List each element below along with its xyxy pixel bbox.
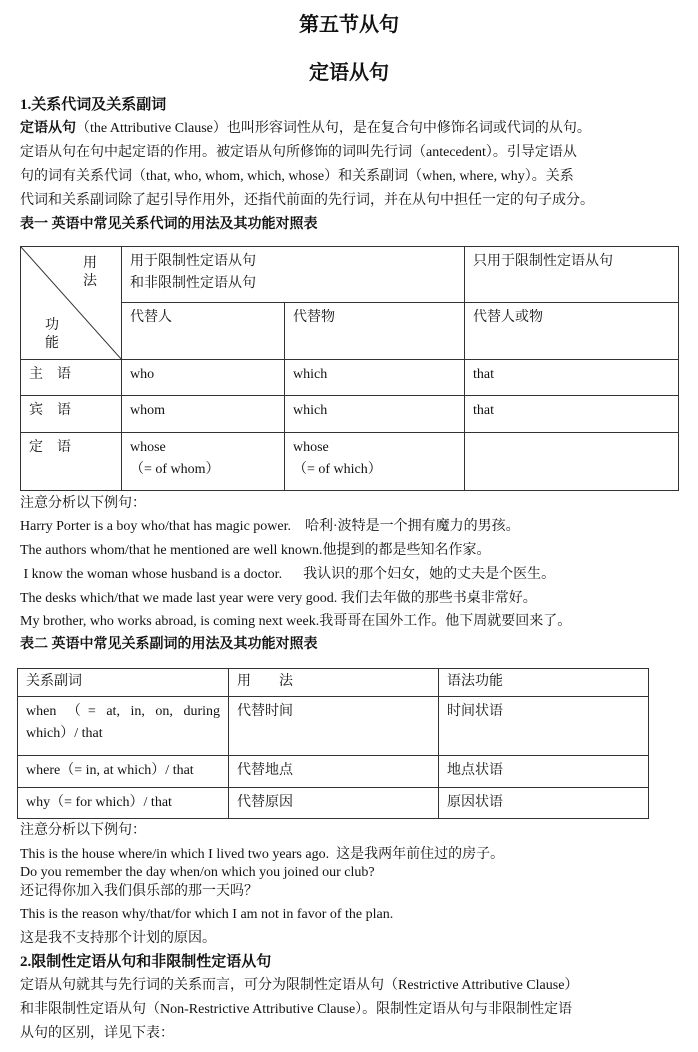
example-sentence: I know the woman whose husband is a doctor. 我认识的那个妇女，她的丈夫是个医生。 xyxy=(20,567,556,582)
subheader: 代替人 xyxy=(122,303,285,360)
paragraph-line: 定语从句就其与先行词的关系而言，可分为限制性定语从句（Restrictive Attributive Clause） xyxy=(20,978,579,993)
header-cell: 关系副词 xyxy=(18,669,229,697)
cell: which xyxy=(285,396,465,433)
cell: who xyxy=(122,360,285,396)
usage-label: 用 法 xyxy=(83,256,97,289)
cell: why（= for which）/ that xyxy=(18,788,229,819)
header-both-clauses: 用于限制性定语从句 和非限制性定语从句 xyxy=(122,247,465,303)
example-sentence: 还记得你加入我们俱乐部的那一天吗？ xyxy=(20,884,258,899)
example-sentence: Harry Porter is a boy who/that has magic power. 哈利·波特是一个拥有魔力的男孩。 xyxy=(20,519,520,534)
cell: 代替原因 xyxy=(229,788,439,819)
cell: 主 语 xyxy=(21,360,122,396)
term-bold: 定语从句 xyxy=(20,121,76,136)
example-sentence: This is the reason why/that/for which I am not in favor of the plan. xyxy=(20,907,394,922)
example-sentence: The desks which/that we made last year were very good. 我们去年做的那些书桌非常好。 xyxy=(20,591,537,606)
cell: 代替时间 xyxy=(229,697,439,756)
paragraph-line: 代词和关系副词除了起引导作用外，还指代前面的先行词，并在从句中担任一定的句子成分。 xyxy=(20,193,594,208)
paragraph-line xyxy=(20,120,591,138)
cell: whose （= of which） xyxy=(285,433,465,491)
cell: which xyxy=(285,360,465,396)
examples-label: 注意分析以下例句： xyxy=(20,823,146,838)
cell: 时间状语 xyxy=(439,697,649,756)
relative-adverb-table xyxy=(17,668,649,819)
example-sentence: Do you remember the day when/on which you joined our club? xyxy=(20,865,375,880)
section1-heading: 1.关系代词及关系副词 xyxy=(20,97,167,113)
page-subtitle: 定语从句 xyxy=(309,60,389,84)
cell: whom xyxy=(122,396,285,433)
cell: 宾 语 xyxy=(21,396,122,433)
table-row xyxy=(18,788,649,819)
table-row xyxy=(18,697,649,756)
table-header-row xyxy=(18,669,649,697)
paragraph-text: （the Attributive Clause）也叫形容词性从句，是在复合句中修饰名词或代词的从句。 xyxy=(76,121,591,136)
examples-label: 注意分析以下例句： xyxy=(20,496,146,511)
cell: whose （= of whom） xyxy=(122,433,285,491)
header-cell: 用 法 xyxy=(229,669,439,697)
paragraph-line: 句的词有关系代词（that, who, whom, which, whose）和关系副词（when, where, why）。关系 xyxy=(20,169,574,184)
example-sentence: The authors whom/that he mentioned are well known.他提到的都是些知名作家。 xyxy=(20,543,491,558)
example-sentence: My brother, who works abroad, is coming next week.我哥哥在国外工作。他下周就要回来了。 xyxy=(20,614,572,629)
cell xyxy=(465,433,679,491)
cell: 原因状语 xyxy=(439,788,649,819)
subheader: 代替人或物 xyxy=(465,303,679,360)
cell: 代替地点 xyxy=(229,756,439,788)
table-row xyxy=(21,433,679,491)
table1-caption: 表一 英语中常见关系代词的用法及其功能对照表 xyxy=(20,217,318,232)
section2-heading: 2.限制性定语从句和非限制性定语从句 xyxy=(20,954,272,970)
table-row xyxy=(21,396,679,433)
cell: 定 语 xyxy=(21,433,122,491)
header-cell: 语法功能 xyxy=(439,669,649,697)
diagonal-header-cell xyxy=(21,247,122,360)
cell: where（= in, at which）/ that xyxy=(18,756,229,788)
function-label: 功 能 xyxy=(45,318,59,351)
table2-caption: 表二 英语中常见关系副词的用法及其功能对照表 xyxy=(20,637,318,652)
paragraph-line: 定语从句在句中起定语的作用。被定语从句所修饰的词叫先行词（antecedent）。引导定语从 xyxy=(20,145,577,160)
paragraph-line: 从句的区别，详见下表： xyxy=(20,1026,174,1041)
paragraph-line: 和非限制性定语从句（Non-Restrictive Attributive Clause）。限制性定语从句与非限制性定语 xyxy=(20,1002,573,1017)
page-title: 第五节从句 xyxy=(299,12,399,36)
subheader: 代替物 xyxy=(285,303,465,360)
cell: when （= at, in, on, during which）/ that xyxy=(18,697,229,756)
example-sentence: 这是我不支持那个计划的原因。 xyxy=(20,931,216,946)
header-restrictive-only: 只用于限制性定语从句 xyxy=(465,247,679,303)
cell: that xyxy=(465,360,679,396)
cell: that xyxy=(465,396,679,433)
cell: 地点状语 xyxy=(439,756,649,788)
table-row xyxy=(21,360,679,396)
relative-pronoun-table xyxy=(20,246,679,491)
table-row xyxy=(18,756,649,788)
example-sentence: This is the house where/in which I lived two years ago. 这是我两年前住过的房子。 xyxy=(20,847,505,862)
